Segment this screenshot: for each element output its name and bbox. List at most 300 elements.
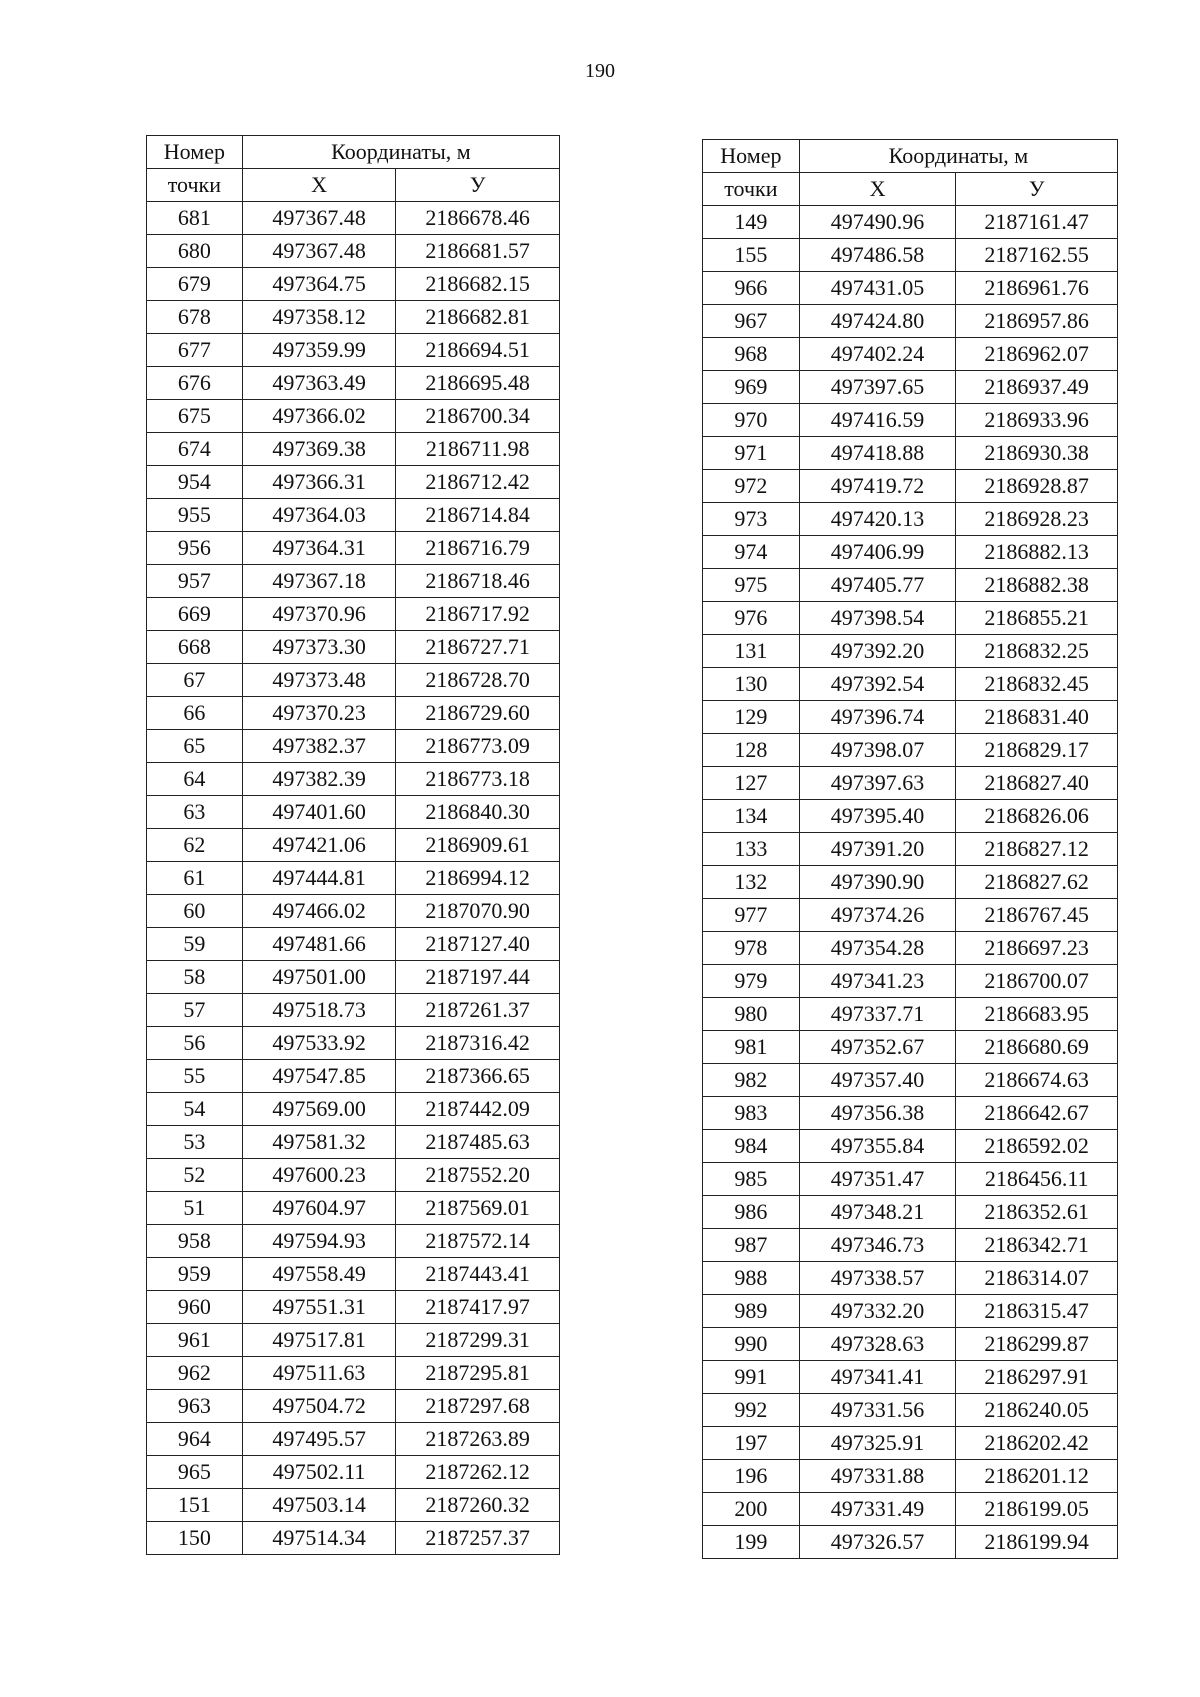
table-row (703, 437, 1118, 470)
x-coordinate-cell: 497431.05 (799, 272, 956, 305)
y-coordinate-cell: 2186199.05 (956, 1493, 1118, 1526)
y-coordinate-cell: 2186682.15 (396, 268, 560, 301)
table-row (147, 1489, 560, 1522)
x-coordinate-cell: 497495.57 (242, 1423, 396, 1456)
table-row (147, 433, 560, 466)
x-coordinate-cell: 497352.67 (799, 1031, 956, 1064)
y-coordinate-cell: 2186957.86 (956, 305, 1118, 338)
x-coordinate-cell: 497419.72 (799, 470, 956, 503)
point-number-cell: 964 (147, 1423, 243, 1456)
point-number-cell: 986 (703, 1196, 800, 1229)
y-coordinate-cell: 2187366.65 (396, 1060, 560, 1093)
y-coordinate-cell: 2187569.01 (396, 1192, 560, 1225)
point-number-cell: 674 (147, 433, 243, 466)
point-number-cell: 133 (703, 833, 800, 866)
x-coordinate-cell: 497370.23 (242, 697, 396, 730)
x-coordinate-cell: 497420.13 (799, 503, 956, 536)
y-coordinate-cell: 2187070.90 (396, 895, 560, 928)
table-row (703, 1427, 1118, 1460)
point-number-cell: 975 (703, 569, 800, 602)
x-coordinate-cell: 497392.20 (799, 635, 956, 668)
header-point-number-line2: точки (703, 173, 800, 206)
table-row (147, 961, 560, 994)
table-body (147, 202, 560, 1555)
y-coordinate-cell: 2186678.46 (396, 202, 560, 235)
y-coordinate-cell: 2186711.98 (396, 433, 560, 466)
table-row (703, 404, 1118, 437)
table-row (703, 1460, 1118, 1493)
point-number-cell: 960 (147, 1291, 243, 1324)
table-row (147, 1093, 560, 1126)
point-number-cell: 51 (147, 1192, 243, 1225)
point-number-cell: 62 (147, 829, 243, 862)
header-coordinates: Координаты, м (799, 140, 1117, 173)
y-coordinate-cell: 2186202.42 (956, 1427, 1118, 1460)
point-number-cell: 677 (147, 334, 243, 367)
table-row (147, 763, 560, 796)
x-coordinate-cell: 497581.32 (242, 1126, 396, 1159)
x-coordinate-cell: 497357.40 (799, 1064, 956, 1097)
point-number-cell: 977 (703, 899, 800, 932)
table-row (703, 1361, 1118, 1394)
y-coordinate-cell: 2186832.45 (956, 668, 1118, 701)
x-coordinate-cell: 497367.48 (242, 235, 396, 268)
x-coordinate-cell: 497503.14 (242, 1489, 396, 1522)
x-coordinate-cell: 497341.23 (799, 965, 956, 998)
point-number-cell: 959 (147, 1258, 243, 1291)
table-row (147, 202, 560, 235)
y-coordinate-cell: 2186773.18 (396, 763, 560, 796)
x-coordinate-cell: 497504.72 (242, 1390, 396, 1423)
point-number-cell: 981 (703, 1031, 800, 1064)
x-coordinate-cell: 497382.39 (242, 763, 396, 796)
y-coordinate-cell: 2186827.40 (956, 767, 1118, 800)
table-row (147, 1390, 560, 1423)
y-coordinate-cell: 2186712.42 (396, 466, 560, 499)
y-coordinate-cell: 2186240.05 (956, 1394, 1118, 1427)
x-coordinate-cell: 497604.97 (242, 1192, 396, 1225)
point-number-cell: 974 (703, 536, 800, 569)
x-coordinate-cell: 497367.18 (242, 565, 396, 598)
y-coordinate-cell: 2186937.49 (956, 371, 1118, 404)
point-number-cell: 65 (147, 730, 243, 763)
x-coordinate-cell: 497424.80 (799, 305, 956, 338)
point-number-cell: 955 (147, 499, 243, 532)
table-row (147, 994, 560, 1027)
x-coordinate-cell: 497358.12 (242, 301, 396, 334)
x-coordinate-cell: 497558.49 (242, 1258, 396, 1291)
x-coordinate-cell: 497402.24 (799, 338, 956, 371)
point-number-cell: 130 (703, 668, 800, 701)
y-coordinate-cell: 2187297.68 (396, 1390, 560, 1423)
y-coordinate-cell: 2186773.09 (396, 730, 560, 763)
table-row (147, 598, 560, 631)
point-number-cell: 678 (147, 301, 243, 334)
y-coordinate-cell: 2186700.07 (956, 965, 1118, 998)
y-coordinate-cell: 2186928.87 (956, 470, 1118, 503)
page-number: 190 (585, 60, 615, 82)
y-coordinate-cell: 2186456.11 (956, 1163, 1118, 1196)
y-coordinate-cell: 2187417.97 (396, 1291, 560, 1324)
point-number-cell: 990 (703, 1328, 800, 1361)
point-number-cell: 200 (703, 1493, 800, 1526)
table-row (147, 532, 560, 565)
point-number-cell: 681 (147, 202, 243, 235)
table-row (147, 829, 560, 862)
x-coordinate-cell: 497421.06 (242, 829, 396, 862)
table-row (703, 635, 1118, 668)
y-coordinate-cell: 2186728.70 (396, 664, 560, 697)
table-row (147, 334, 560, 367)
header-x: X (242, 169, 396, 202)
point-number-cell: 131 (703, 635, 800, 668)
table-row (703, 800, 1118, 833)
y-coordinate-cell: 2186199.94 (956, 1526, 1118, 1559)
point-number-cell: 55 (147, 1060, 243, 1093)
x-coordinate-cell: 497490.96 (799, 206, 956, 239)
point-number-cell: 979 (703, 965, 800, 998)
x-coordinate-cell: 497398.54 (799, 602, 956, 635)
table-row (703, 272, 1118, 305)
point-number-cell: 965 (147, 1456, 243, 1489)
x-coordinate-cell: 497401.60 (242, 796, 396, 829)
x-coordinate-cell: 497396.74 (799, 701, 956, 734)
table-row (703, 668, 1118, 701)
point-number-cell: 972 (703, 470, 800, 503)
x-coordinate-cell: 497355.84 (799, 1130, 956, 1163)
table-row (147, 268, 560, 301)
x-coordinate-cell: 497392.54 (799, 668, 956, 701)
x-coordinate-cell: 497514.34 (242, 1522, 396, 1555)
header-point-number-line1: Номер (147, 136, 243, 169)
y-coordinate-cell: 2186767.45 (956, 899, 1118, 932)
header-coordinates: Координаты, м (242, 136, 559, 169)
x-coordinate-cell: 497366.31 (242, 466, 396, 499)
point-number-cell: 957 (147, 565, 243, 598)
table-row (147, 697, 560, 730)
point-number-cell: 66 (147, 697, 243, 730)
point-number-cell: 129 (703, 701, 800, 734)
x-coordinate-cell: 497501.00 (242, 961, 396, 994)
table-row (703, 1097, 1118, 1130)
point-number-cell: 958 (147, 1225, 243, 1258)
table-row (147, 1291, 560, 1324)
table-row (703, 1526, 1118, 1559)
table-row (703, 371, 1118, 404)
table-body (703, 206, 1118, 1559)
point-number-cell: 676 (147, 367, 243, 400)
x-coordinate-cell: 497397.63 (799, 767, 956, 800)
y-coordinate-cell: 2187161.47 (956, 206, 1118, 239)
table-row (147, 631, 560, 664)
table-row (147, 1423, 560, 1456)
table-row (703, 503, 1118, 536)
table-row (147, 796, 560, 829)
point-number-cell: 967 (703, 305, 800, 338)
point-number-cell: 969 (703, 371, 800, 404)
y-coordinate-cell: 2186682.81 (396, 301, 560, 334)
table-row (147, 1225, 560, 1258)
y-coordinate-cell: 2186827.12 (956, 833, 1118, 866)
point-number-cell: 992 (703, 1394, 800, 1427)
point-number-cell: 983 (703, 1097, 800, 1130)
y-coordinate-cell: 2187127.40 (396, 928, 560, 961)
point-number-cell: 127 (703, 767, 800, 800)
x-coordinate-cell: 497364.03 (242, 499, 396, 532)
table-row (147, 1357, 560, 1390)
table-row (703, 701, 1118, 734)
y-coordinate-cell: 2186674.63 (956, 1064, 1118, 1097)
point-number-cell: 954 (147, 466, 243, 499)
point-number-cell: 675 (147, 400, 243, 433)
coordinates-table-left (146, 135, 560, 1555)
x-coordinate-cell: 497594.93 (242, 1225, 396, 1258)
y-coordinate-cell: 2186683.95 (956, 998, 1118, 1031)
table-row (147, 499, 560, 532)
table-row (147, 664, 560, 697)
y-coordinate-cell: 2187262.12 (396, 1456, 560, 1489)
x-coordinate-cell: 497466.02 (242, 895, 396, 928)
table-row (703, 305, 1118, 338)
y-coordinate-cell: 2187442.09 (396, 1093, 560, 1126)
header-point-number-line2: точки (147, 169, 243, 202)
x-coordinate-cell: 497416.59 (799, 404, 956, 437)
x-coordinate-cell: 497444.81 (242, 862, 396, 895)
header-y: У (956, 173, 1118, 206)
table-row (147, 301, 560, 334)
table-row (147, 235, 560, 268)
x-coordinate-cell: 497370.96 (242, 598, 396, 631)
x-coordinate-cell: 497406.99 (799, 536, 956, 569)
table-row (147, 400, 560, 433)
y-coordinate-cell: 2187552.20 (396, 1159, 560, 1192)
y-coordinate-cell: 2186826.06 (956, 800, 1118, 833)
point-number-cell: 132 (703, 866, 800, 899)
point-number-cell: 976 (703, 602, 800, 635)
x-coordinate-cell: 497331.49 (799, 1493, 956, 1526)
y-coordinate-cell: 2187572.14 (396, 1225, 560, 1258)
x-coordinate-cell: 497351.47 (799, 1163, 956, 1196)
table-row (703, 1493, 1118, 1526)
table-row (703, 1262, 1118, 1295)
table-row (703, 602, 1118, 635)
y-coordinate-cell: 2187257.37 (396, 1522, 560, 1555)
table-row (703, 965, 1118, 998)
table-row (703, 569, 1118, 602)
table-row (703, 1394, 1118, 1427)
point-number-cell: 197 (703, 1427, 800, 1460)
point-number-cell: 973 (703, 503, 800, 536)
x-coordinate-cell: 497547.85 (242, 1060, 396, 1093)
x-coordinate-cell: 497533.92 (242, 1027, 396, 1060)
point-number-cell: 52 (147, 1159, 243, 1192)
table-row (147, 730, 560, 763)
point-number-cell: 64 (147, 763, 243, 796)
x-coordinate-cell: 497326.57 (799, 1526, 956, 1559)
table-row (147, 1324, 560, 1357)
point-number-cell: 989 (703, 1295, 800, 1328)
y-coordinate-cell: 2186727.71 (396, 631, 560, 664)
x-coordinate-cell: 497481.66 (242, 928, 396, 961)
x-coordinate-cell: 497395.40 (799, 800, 956, 833)
point-number-cell: 58 (147, 961, 243, 994)
point-number-cell: 668 (147, 631, 243, 664)
table-row (703, 734, 1118, 767)
point-number-cell: 980 (703, 998, 800, 1031)
x-coordinate-cell: 497551.31 (242, 1291, 396, 1324)
y-coordinate-cell: 2186718.46 (396, 565, 560, 598)
y-coordinate-cell: 2186342.71 (956, 1229, 1118, 1262)
y-coordinate-cell: 2186680.69 (956, 1031, 1118, 1064)
point-number-cell: 155 (703, 239, 800, 272)
y-coordinate-cell: 2186962.07 (956, 338, 1118, 371)
point-number-cell: 988 (703, 1262, 800, 1295)
y-coordinate-cell: 2187197.44 (396, 961, 560, 994)
y-coordinate-cell: 2186829.17 (956, 734, 1118, 767)
point-number-cell: 134 (703, 800, 800, 833)
y-coordinate-cell: 2186299.87 (956, 1328, 1118, 1361)
table-row (147, 1159, 560, 1192)
table-row (703, 833, 1118, 866)
x-coordinate-cell: 497518.73 (242, 994, 396, 1027)
table-row (703, 1295, 1118, 1328)
x-coordinate-cell: 497405.77 (799, 569, 956, 602)
y-coordinate-cell: 2186882.38 (956, 569, 1118, 602)
y-coordinate-cell: 2187299.31 (396, 1324, 560, 1357)
header-x: X (799, 173, 956, 206)
table-row (703, 1064, 1118, 1097)
table-row (703, 470, 1118, 503)
y-coordinate-cell: 2187295.81 (396, 1357, 560, 1390)
y-coordinate-cell: 2186832.25 (956, 635, 1118, 668)
x-coordinate-cell: 497373.48 (242, 664, 396, 697)
table-row (703, 1229, 1118, 1262)
point-number-cell: 680 (147, 235, 243, 268)
x-coordinate-cell: 497486.58 (799, 239, 956, 272)
point-number-cell: 971 (703, 437, 800, 470)
y-coordinate-cell: 2186592.02 (956, 1130, 1118, 1163)
x-coordinate-cell: 497332.20 (799, 1295, 956, 1328)
table-row (703, 338, 1118, 371)
table-row (147, 1192, 560, 1225)
table-row (703, 536, 1118, 569)
x-coordinate-cell: 497600.23 (242, 1159, 396, 1192)
x-coordinate-cell: 497341.41 (799, 1361, 956, 1394)
table-row (703, 932, 1118, 965)
y-coordinate-cell: 2186855.21 (956, 602, 1118, 635)
point-number-cell: 61 (147, 862, 243, 895)
y-coordinate-cell: 2187443.41 (396, 1258, 560, 1291)
y-coordinate-cell: 2187260.32 (396, 1489, 560, 1522)
x-coordinate-cell: 497359.99 (242, 334, 396, 367)
table-row (147, 367, 560, 400)
point-number-cell: 128 (703, 734, 800, 767)
table-row (147, 895, 560, 928)
table-row (703, 1163, 1118, 1196)
x-coordinate-cell: 497346.73 (799, 1229, 956, 1262)
point-number-cell: 56 (147, 1027, 243, 1060)
x-coordinate-cell: 497367.48 (242, 202, 396, 235)
x-coordinate-cell: 497502.11 (242, 1456, 396, 1489)
point-number-cell: 985 (703, 1163, 800, 1196)
y-coordinate-cell: 2186695.48 (396, 367, 560, 400)
x-coordinate-cell: 497363.49 (242, 367, 396, 400)
point-number-cell: 679 (147, 268, 243, 301)
point-number-cell: 63 (147, 796, 243, 829)
x-coordinate-cell: 497391.20 (799, 833, 956, 866)
x-coordinate-cell: 497511.63 (242, 1357, 396, 1390)
x-coordinate-cell: 497398.07 (799, 734, 956, 767)
x-coordinate-cell: 497374.26 (799, 899, 956, 932)
y-coordinate-cell: 2186827.62 (956, 866, 1118, 899)
y-coordinate-cell: 2186717.92 (396, 598, 560, 631)
table-row (703, 998, 1118, 1031)
y-coordinate-cell: 2186729.60 (396, 697, 560, 730)
table-row (147, 1522, 560, 1555)
table-row (703, 1130, 1118, 1163)
table-row (703, 1031, 1118, 1064)
point-number-cell: 968 (703, 338, 800, 371)
table-row (703, 866, 1118, 899)
point-number-cell: 196 (703, 1460, 800, 1493)
table-row (147, 928, 560, 961)
coordinates-table-right (702, 139, 1118, 1559)
y-coordinate-cell: 2187261.37 (396, 994, 560, 1027)
y-coordinate-cell: 2186928.23 (956, 503, 1118, 536)
y-coordinate-cell: 2186700.34 (396, 400, 560, 433)
y-coordinate-cell: 2186933.96 (956, 404, 1118, 437)
point-number-cell: 982 (703, 1064, 800, 1097)
y-coordinate-cell: 2187263.89 (396, 1423, 560, 1456)
y-coordinate-cell: 2186716.79 (396, 532, 560, 565)
table-row (147, 466, 560, 499)
x-coordinate-cell: 497397.65 (799, 371, 956, 404)
x-coordinate-cell: 497331.88 (799, 1460, 956, 1493)
point-number-cell: 956 (147, 532, 243, 565)
table-row (147, 1126, 560, 1159)
y-coordinate-cell: 2186297.91 (956, 1361, 1118, 1394)
x-coordinate-cell: 497356.38 (799, 1097, 956, 1130)
x-coordinate-cell: 497369.38 (242, 433, 396, 466)
point-number-cell: 984 (703, 1130, 800, 1163)
header-y: У (396, 169, 560, 202)
point-number-cell: 991 (703, 1361, 800, 1394)
x-coordinate-cell: 497325.91 (799, 1427, 956, 1460)
point-number-cell: 60 (147, 895, 243, 928)
point-number-cell: 961 (147, 1324, 243, 1357)
table-row (147, 862, 560, 895)
y-coordinate-cell: 2186694.51 (396, 334, 560, 367)
y-coordinate-cell: 2186961.76 (956, 272, 1118, 305)
x-coordinate-cell: 497418.88 (799, 437, 956, 470)
y-coordinate-cell: 2186314.07 (956, 1262, 1118, 1295)
y-coordinate-cell: 2186352.61 (956, 1196, 1118, 1229)
y-coordinate-cell: 2186930.38 (956, 437, 1118, 470)
table-row (147, 565, 560, 598)
point-number-cell: 987 (703, 1229, 800, 1262)
table-row (703, 1328, 1118, 1361)
y-coordinate-cell: 2187316.42 (396, 1027, 560, 1060)
point-number-cell: 970 (703, 404, 800, 437)
x-coordinate-cell: 497364.75 (242, 268, 396, 301)
y-coordinate-cell: 2187162.55 (956, 239, 1118, 272)
x-coordinate-cell: 497364.31 (242, 532, 396, 565)
header-point-number-line1: Номер (703, 140, 800, 173)
x-coordinate-cell: 497354.28 (799, 932, 956, 965)
x-coordinate-cell: 497338.57 (799, 1262, 956, 1295)
x-coordinate-cell: 497390.90 (799, 866, 956, 899)
y-coordinate-cell: 2186882.13 (956, 536, 1118, 569)
